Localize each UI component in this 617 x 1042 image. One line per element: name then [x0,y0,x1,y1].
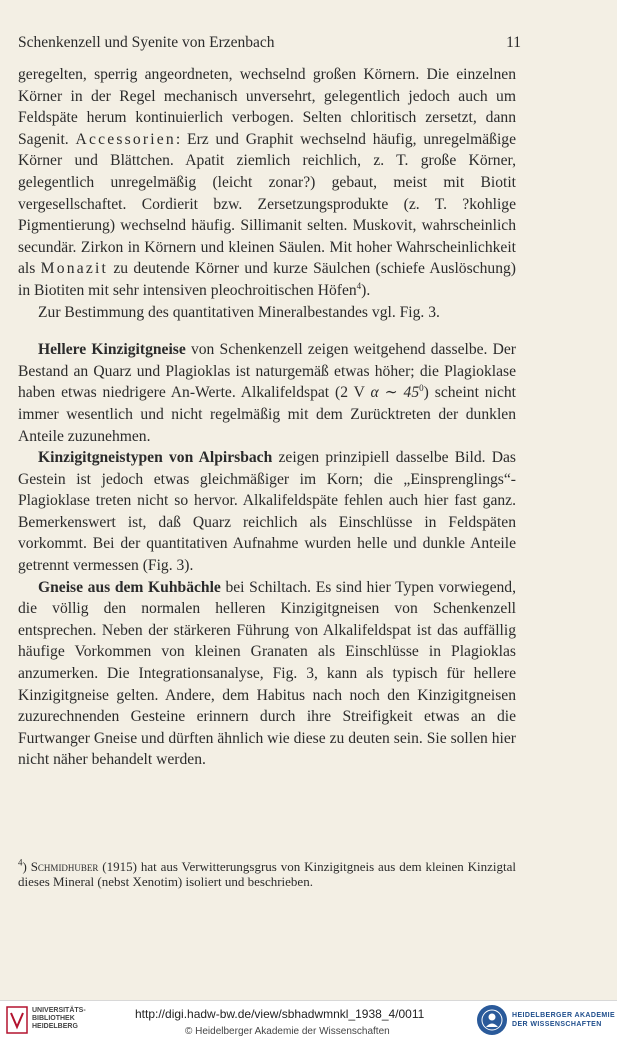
section-heading-hellere: Hellere Kinzigitgneise [38,341,186,359]
running-title: Schenkenzell und Syenite von Erzenbach [18,34,275,51]
paragraph-hellere: Hellere Kinzigitgneise von Schenkenzell zeigen weitgehend dasselbe. Der Bestand an Quarz und Plagioklas ist naturgemäß etwas höher; die Plagioklase haben etwas niedrigere An-Werte. Alkalifeldspat (2 V α ∼ $45^0$) scheint nicht immer wesentlich und nicht regelmäßig mit dem Zurücktreten der dunklen Anteile zuzunehmen. [18,341,516,445]
permalink-url[interactable]: http://digi.hadw-bw.de/view/sbhadwmnkl_1938_4/0011 [135,1007,425,1021]
viewer-footer [0,1000,617,1042]
footnote: $^4$) Schmidhuber (1915) hat aus Verwitterungsgrus von Kinzigitgneis aus dem kleinen Kinzigtal dieses Mineral (nebst Xenotim) isoliert und beschrieben. [18,857,516,889]
section-heading-alpirsbach: Kinzigitgneistypen von Alpirsbach [38,449,273,467]
copyright-notice: © Heidelberger Akademie der Wissenschaften [185,1026,390,1037]
term-monazit: Monazit [40,260,109,278]
section-heading-kuhbaechle: Gneise aus dem Kuhbächle [38,578,221,596]
academy-seal-icon[interactable] [477,1005,507,1035]
term-accessorien: Accessorien [75,130,176,148]
running-header [18,34,521,54]
university-library-logo-icon[interactable] [6,1005,28,1035]
footnote-author: Schmidhuber [30,859,99,874]
academy-name[interactable]: HEIDELBERGER AKADEMIE DER WISSENSCHAFTEN [512,1012,616,1028]
body-text [18,64,516,771]
paragraph-kuhbaechle: Gneise aus dem Kuhbächle bei Schiltach. Es sind hier Typen vorwiegend, die völlig den normalen helleren Kinzigitgneisen von Schenkenzell entsprechen. Neben der stärkeren Führung von Alkalifeldspat ist das auffällig häufige Vorkommen von kleinen Granaten als Einschlüsse in Plagioklas anzumerken. Die Integrationsanalyse, Fig. 3, kann als typisch für hellere Kinzigitgneise gelten. Andere, dem Habitus nach noch den Kinzigitgneisen zuzurechnenden Gesteine erinnern durch ihre Streifigkeit etwas an die Furtwanger Gneise und dürften ähnlich wie diese zu deuten sein. Sie sollen hier nicht näher behandelt werden. [18,578,517,769]
paragraph-quantitative: Zur Bestimmung des quantitativen Mineralbestandes vgl. Fig. 3. [38,303,440,321]
paragraph-biotite-accessories: geregelten, sperrig angeordneten, wechselnd großen Körnern. Die einzelnen Körner in der Regel mechanisch unversehrt, gelegentlich jedoch auch um Feldspäte herum kontinuierlich verbogen. Selten chloritisch zersetzt, dann Sagenit. Accessorien: Erz und Graphit wechselnd häufig, unregelmäßige Körner und Blättchen. Apatit ziemlich reichlich, z. T. große Körner, gelegentlich unregelmäßig (leicht zonar?) gebaut, meist mit Biotit vergesellschaftet. Cordierit bzw. Zersetzungsprodukte (z. T. ?kohlige Pigmentierung) wechselnd häufig. Sillimanit selten. Muskovit, wahrscheinlich secundär. Zirkon in Körnern und kleinen Säulen. Mit hoher Wahrscheinlichkeit als Monazit zu deutende Körner und kurze Säulchen (schiefe Auslöschung) in Biotiten mit sehr intensiven pleochroitischen Höfen$^4$). [18,66,516,299]
page-number: 11 [506,34,521,51]
footnote-mark: 4 [18,857,23,868]
footnote-ref: 4 [356,280,362,291]
paragraph-alpirsbach: Kinzigitgneistypen von Alpirsbach zeigen prinzipiell dasselbe Bild. Das Gestein ist jedoch etwas gleichmäßiger im Korn; die „Einsprenglings“-Plagioklase treten nicht so hervor. Alkalifeldspäte fehlen auch hier fast ganz. Bemerkenswert ist, daß Quarz reichlich als Einschlüsse in Feldspäten vorkommt. Bei der quantitativen Aufnahme wurden helle und dunkle Anteile getrennt vermessen (Fig. 3). [18,449,516,575]
university-library-name[interactable]: UNIVERSITÄTS- BIBLIOTHEK HEIDELBERG [32,1007,86,1030]
